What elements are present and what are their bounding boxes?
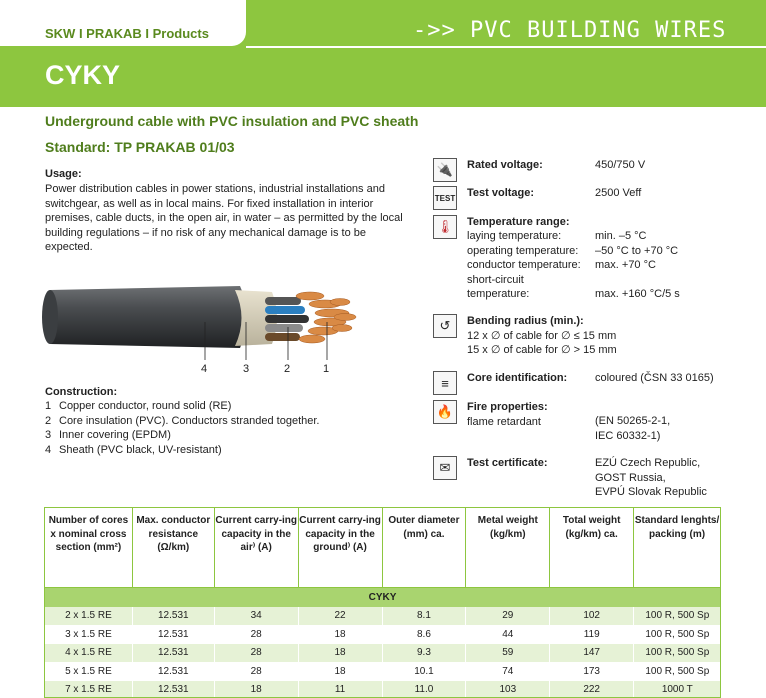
column-header: Current carry-ing capacity in the ground⁾ (A)	[298, 508, 382, 588]
table-row: 3 x 1.5 RE 12.531 28 18 8.6 44 119 100 R, 500 Sp	[45, 625, 721, 644]
table-row: 4 x 1.5 RE 12.531 28 18 9.3 59 147 100 R, 500 Sp	[45, 644, 721, 663]
product-subtitle: Underground cable with PVC insulation and PVC sheath	[45, 113, 419, 129]
temperature-label: Temperature range:	[467, 216, 570, 228]
table-row: 5 x 1.5 RE 12.531 28 18 10.1 74 173 100 R, 500 Sp	[45, 662, 721, 681]
bending-icon: ↺	[433, 314, 457, 338]
cable-icon: ≡	[433, 371, 457, 395]
table-header-row	[45, 508, 721, 588]
column-header: Metal weight (kg/km)	[466, 508, 550, 588]
core-insulation	[265, 297, 309, 341]
test-certificate-label: Test certificate:	[467, 457, 548, 469]
temperature-keys: laying temperature: operating temperature: conductor temperature: short-circuit temperature:	[467, 230, 581, 300]
column-header: Outer diameter (mm) ca.	[382, 508, 466, 588]
rated-voltage-label: Rated voltage:	[467, 159, 543, 171]
test-voltage-label: Test voltage:	[467, 187, 535, 199]
temperature-values: min. –5 °C –50 °C to +70 °C max. +70 °C max. +160 °C/5 s	[595, 230, 680, 300]
header-divider	[246, 46, 766, 48]
product-title: CYKY	[45, 60, 121, 90]
product-standard: Standard: TP PRAKAB 01/03	[45, 139, 235, 155]
test-lightning-icon: TEST	[433, 186, 457, 210]
list-item: 3 Inner covering (EPDM)	[45, 429, 171, 441]
test-certificate-values: EZÚ Czech Republic, GOST Russia, EVPÚ Slovak Republic	[595, 457, 707, 498]
core-identification-value: coloured (ČSN 33 0165)	[595, 372, 714, 384]
list-item: 1 Copper conductor, round solid (RE)	[45, 400, 232, 412]
table-group-row: CYKY	[45, 588, 721, 607]
column-header: Max. conductor resistance (Ω/km)	[132, 508, 214, 588]
column-header: Number of cores x nominal cross section (mm²)	[48, 515, 129, 553]
fire-properties: Fire properties: flame retardant	[467, 401, 548, 428]
cable-label-1: 1	[323, 363, 330, 375]
certificate-icon: ✉	[433, 456, 457, 480]
specs-table	[44, 507, 721, 698]
table-row: 2 x 1.5 RE 12.531 34 22 8.1 29 102 100 R, 500 Sp	[45, 607, 721, 626]
plug-icon: 🔌	[433, 158, 457, 182]
usage-text: Power distribution cables in power stations, industrial installations and switchgear, as well as in local mains. For fixed installation in interior premises, cable ducts, in the open air, in water – as permitted by the local building regulations – if no risk of any mechanical damage is to be expected.	[45, 183, 403, 253]
cable-label-4: 4	[201, 363, 208, 375]
sheath-end	[42, 290, 58, 344]
fire-icon: 🔥	[433, 400, 457, 424]
rated-voltage-value: 450/750 V	[595, 159, 646, 171]
section-title: ->> PVC BUILDING WIRES	[413, 18, 727, 43]
column-header: Total weight (kg/km) ca.	[550, 508, 634, 588]
breadcrumb[interactable]: SKW I PRAKAB I Products	[45, 26, 209, 41]
breadcrumb-tab	[0, 0, 246, 46]
fire-properties-values: (EN 50265-2-1, IEC 60332-1)	[595, 415, 671, 442]
core-identification-label: Core identification:	[467, 372, 568, 384]
cable-label-3: 3	[243, 363, 250, 375]
cable-illustration	[40, 282, 370, 364]
thermometer-icon: 🌡	[433, 215, 457, 239]
construction-list	[45, 399, 319, 457]
usage-heading: Usage:	[45, 168, 82, 180]
table-row: 7 x 1.5 RE 12.531 18 11 11.0 103 222 1000 T	[45, 681, 721, 698]
list-item: 2 Core insulation (PVC). Conductors stranded together.	[45, 414, 320, 427]
construction-heading: Construction:	[45, 386, 118, 398]
bending-radius: Bending radius (min.): 12 x ∅ of cable for ∅ ≤ 15 mm 15 x ∅ of cable for ∅ > 15 mm	[467, 315, 617, 356]
list-item: 4 Sheath (PVC black, UV-resistant)	[45, 443, 222, 456]
sheath-layer	[45, 286, 247, 348]
column-header: Current carry-ing capacity in the air⁾ (A)	[214, 508, 298, 588]
test-voltage-value: 2500 Veff	[595, 187, 642, 199]
header-band	[0, 0, 766, 107]
cable-label-2: 2	[284, 363, 291, 375]
column-header: Standard lenghts/ packing (m)	[634, 508, 721, 588]
